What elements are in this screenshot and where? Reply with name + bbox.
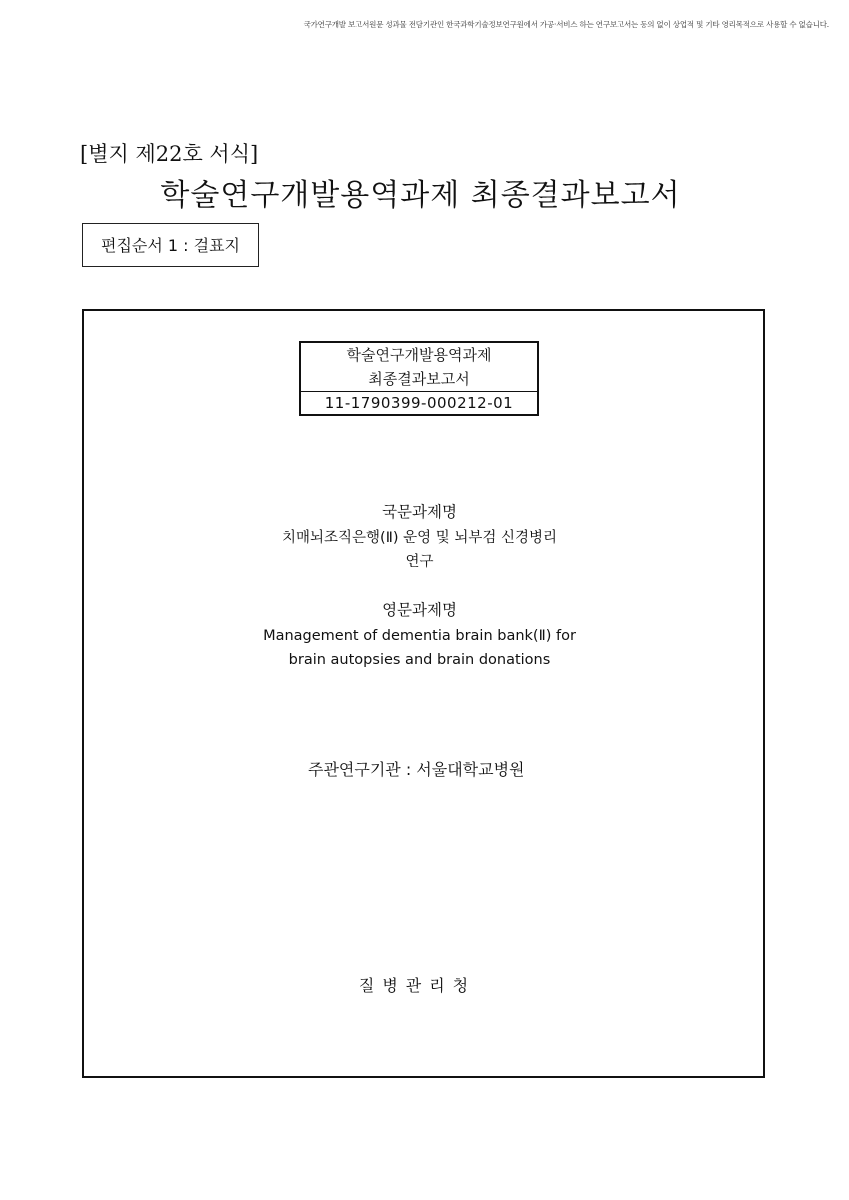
page-title-text: 학술연구개발용역과제 최종결과보고서 <box>160 178 681 213</box>
edit-order-box: 편집순서 1 : 걸표지 <box>82 223 259 267</box>
korean-title-label: 국문과제명 <box>382 503 457 521</box>
cover-frame <box>82 309 765 1078</box>
form-label: [별지 제22호 서식] <box>80 142 259 166</box>
report-box-line2: 최종결과보고서 <box>368 370 470 388</box>
korean-title-line2: 연구 <box>405 554 434 570</box>
english-title-label: 영문과제명 <box>382 601 457 619</box>
korean-title-line1: 치매뇌조직은행(Ⅱ) 운영 및 뇌부검 신경병리 <box>281 530 557 546</box>
lead-institution: 주관연구기관 : 서울대학교병원 <box>308 760 525 779</box>
korean-title-text <box>80 526 759 574</box>
report-id-box <box>299 341 539 416</box>
english-title-line2: brain autopsies and brain donations <box>288 652 551 668</box>
english-title-line1: Management of dementia brain bank(Ⅱ) for <box>263 628 576 644</box>
ministry-name: 질병관리청 <box>358 976 477 995</box>
report-number: 11-1790399-000212-01 <box>301 391 537 414</box>
page-title <box>0 170 849 214</box>
usage-notice: 국가연구개발 보고서원문 성과물 전담기관인 한국과학기술정보연구원에서 가공·서비스 하는 연구보고서는 동의 없이 상업적 및 기타 영리목적으로 사용할 수 없습니다. <box>303 20 829 29</box>
report-box-line1: 학술연구개발용역과제 <box>346 346 492 364</box>
english-title-text <box>80 624 759 672</box>
